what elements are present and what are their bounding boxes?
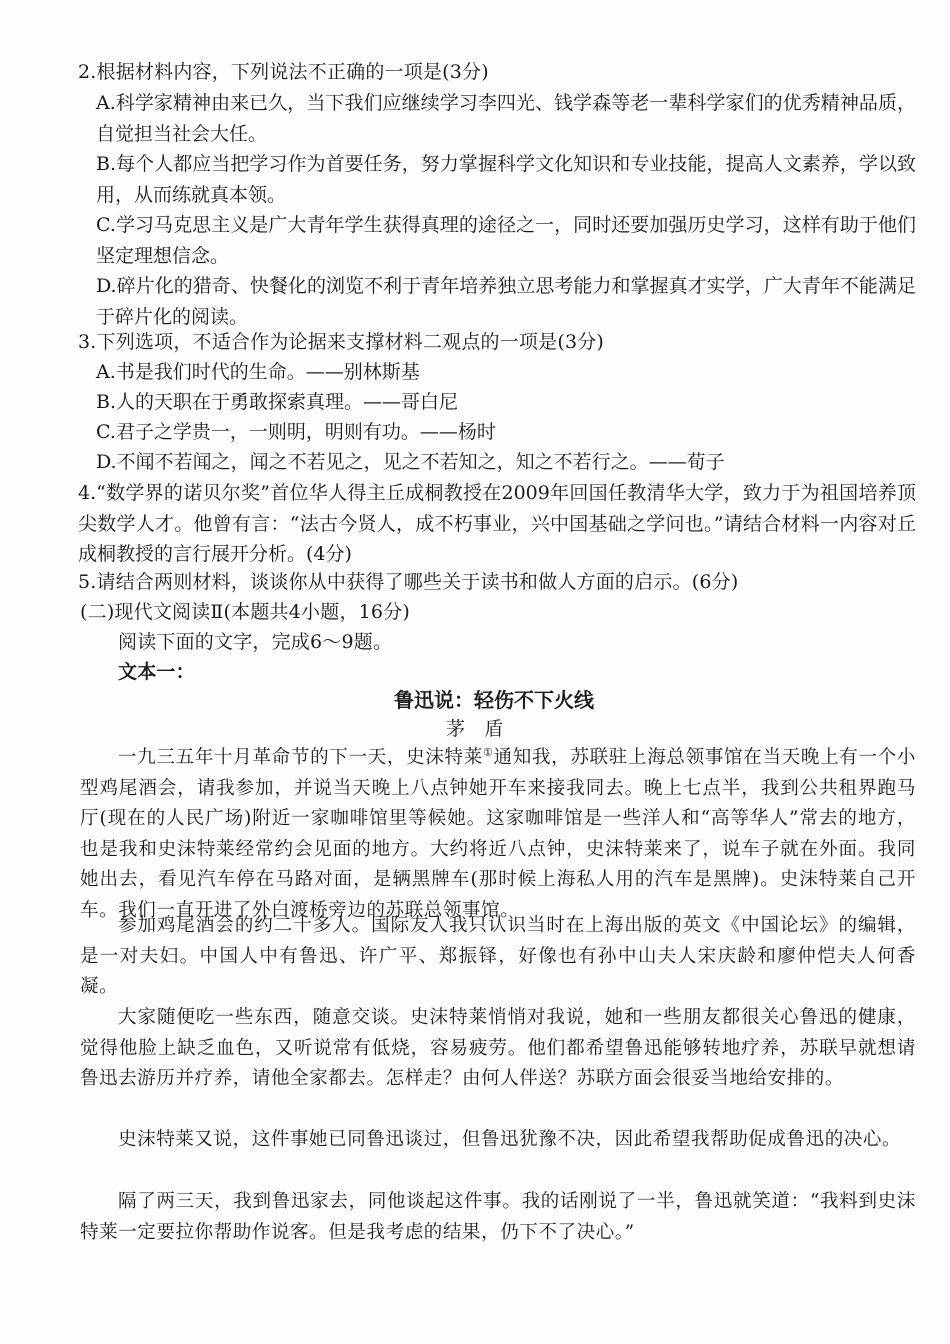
footnote-marker: ①	[482, 745, 494, 759]
question-2-option-b: B.每个人都应当把学习作为首要任务，努力掌握科学文化知识和专业技能，提高人文素养，学以致用，从而练就真本领。	[96, 153, 916, 206]
section-heading: (二)现代文阅读Ⅱ(本题共4小题，16分)	[80, 601, 411, 623]
question-3-option-d: D.不闻不若闻之，闻之不若见之，见之不若知之，知之不若行之。——荀子	[96, 451, 725, 473]
paragraph-1-rest: 通知我，苏联驻上海总领事馆在当天晚上有一个小型鸡尾酒会，请我参加，并说当天晚上八点钟她开车来接我同去。晚上七点半，我到公共租界跑马厅(现在的人民广场)附近一家咖啡馆里等候她。这家咖啡馆是一些洋人和“高等华人”常去的地方，也是我和史沫特莱经常约会见面的地方。大约将近八点钟，史沫特莱来了，说车子就在外面。我同她出去，看见汽车停在马路对面，是辆黑牌车(那时候上海私人用的汽车是黑牌)。史沫特莱自己开车。我们一直开进了外白渡桥旁边的苏联总领事馆。	[80, 747, 916, 921]
text-one-label: 文本一：	[118, 661, 195, 683]
paragraph-1-lead: 一九三五年十月革命节的下一天，史沫特莱	[118, 747, 483, 768]
question-3-option-c: C.君子之学贵一，一则明，明则有功。——杨时	[96, 421, 496, 443]
question-3-stem: 3.下列选项，不适合作为论据来支撑材料二观点的一项是(3分)	[78, 331, 605, 353]
article-paragraph-5: 隔了两三天，我到鲁迅家去，同他谈起这件事。我的话刚说了一半，鲁迅就笑道：“我料到史沫特莱一定要拉你帮助作说客。但是我考虑的结果，仍下不了决心。”	[80, 1191, 916, 1243]
question-2-option-c: C.学习马克思主义是广大青年学生获得真理的途径之一，同时还要加强历史学习，这样有助于他们坚定理想信念。	[96, 214, 916, 267]
question-3-option-a: A.书是我们时代的生命。——别林斯基	[96, 361, 420, 383]
question-3-option-b: B.人的天职在于勇敢探索真理。——哥白尼	[96, 391, 459, 413]
article-author: 茅 盾	[446, 718, 504, 740]
article-title: 鲁迅说：轻伤不下火线	[394, 688, 594, 712]
question-5: 5.请结合两则材料，谈谈你从中获得了哪些关于读书和做人方面的启示。(6分)	[78, 571, 739, 593]
question-4: 4.“数学界的诺贝尔奖”首位华人得主丘成桐教授在2009年回国任教清华大学，致力于为祖国培养顶尖数学人才。他曾有言：“法古今贤人，成不朽事业，兴中国基础之学问也。”请结合材料一内容对丘成桐教授的言行展开分析。(4分)	[78, 482, 916, 565]
article-paragraph-2: 参加鸡尾酒会的约二十多人。国际友人我只认识当时在上海出版的英文《中国论坛》的编辑，是一对夫妇。中国人中有鲁迅、许广平、郑振铎，好像也有孙中山夫人宋庆龄和廖仲恺夫人何香凝。	[80, 915, 916, 997]
section-instruction: 阅读下面的文字，完成6～9题。	[118, 631, 393, 653]
article-paragraph-4: 史沫特莱又说，这件事她已同鲁迅谈过，但鲁迅犹豫不决，因此希望我帮助促成鲁迅的决心。	[118, 1129, 902, 1150]
article-paragraph-3: 大家随便吃一些东西，随意交谈。史沫特莱悄悄对我说，她和一些朋友都很关心鲁迅的健康，觉得他脸上缺乏血色，又听说常有低烧，容易疲劳。他们都希望鲁迅能够转地疗养，苏联早就想请鲁迅去游历并疗养，请他全家都去。怎样走？由何人伴送？苏联方面会很妥当地给安排的。	[80, 1007, 916, 1089]
question-2-option-a: A.科学家精神由来已久，当下我们应继续学习李四光、钱学森等老一辈科学家们的优秀精神品质，自觉担当社会大任。	[96, 92, 916, 145]
question-2-stem: 2.根据材料内容，下列说法不正确的一项是(3分)	[78, 61, 489, 83]
question-2-option-d: D.碎片化的猎奇、快餐化的浏览不利于青年培养独立思考能力和掌握真才实学，广大青年不能满足于碎片化的阅读。	[96, 275, 916, 328]
article-paragraph-1	[80, 743, 916, 926]
